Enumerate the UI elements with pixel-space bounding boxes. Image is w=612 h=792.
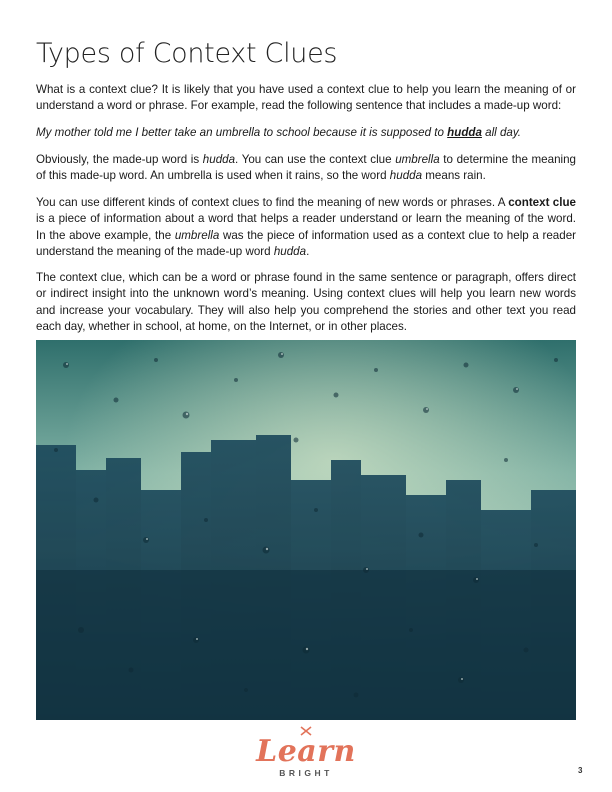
- example-sentence-end: all day.: [481, 126, 522, 139]
- example-sentence-text: My mother told me I better take an umbrella to school because it is supposed to: [36, 126, 448, 139]
- text-run: to determine the meaning of this made-up word. An umbrella is used when it rains, so the word: [36, 153, 576, 183]
- paragraph-intro: What is a context clue? It is likely that you have used a context clue to help you learn the meaning of or understand a word or phrase. For example, read the following sentence that includes a made-up word:: [36, 83, 576, 113]
- page-title: Types of Context Clues: [36, 38, 338, 69]
- paragraph-summary: The context clue, which can be a word or phrase found in the same sentence or paragraph, offers direct or indirect insight into the unknown word’s meaning. Using context clues will help you learn new words and increase your vocabulary. They will also help you comprehend the stories and other text you read each day, whether in school, at home, on the Internet, or in other places.: [36, 271, 576, 333]
- text-run: .: [306, 244, 310, 258]
- example-sentence: [36, 125, 576, 141]
- logo-word: Learn: [256, 734, 356, 769]
- text-run: . You can use the context clue: [235, 153, 396, 166]
- logo-subtitle: BRIGHT: [279, 768, 333, 778]
- italic-term: umbrella: [174, 228, 220, 242]
- bold-term: context clue: [508, 196, 576, 209]
- paragraph-definition: [36, 195, 576, 260]
- made-up-word: hudda: [447, 126, 482, 139]
- italic-term: hudda: [273, 244, 307, 258]
- italic-term: hudda: [389, 169, 423, 183]
- italic-term: hudda: [202, 153, 236, 166]
- paragraph-explanation: [36, 152, 576, 185]
- text-run: means rain.: [422, 169, 486, 183]
- italic-term: umbrella: [395, 153, 440, 166]
- text-run: is a piece of information about a word that helps a reader understand or learn the meaning of the word. In the above example, the: [36, 212, 576, 242]
- text-run: was the piece of information used as a context clue to help a reader understand the meaning of the made-up word: [36, 228, 576, 258]
- text-run: Obviously, the made-up word is: [36, 153, 203, 166]
- page-number: 3: [578, 766, 583, 775]
- text-run: You can use different kinds of context clues to find the meaning of new words or phrases. A: [36, 196, 509, 209]
- learn-bright-logo: [247, 724, 365, 780]
- rainy-window-photo: [36, 340, 576, 720]
